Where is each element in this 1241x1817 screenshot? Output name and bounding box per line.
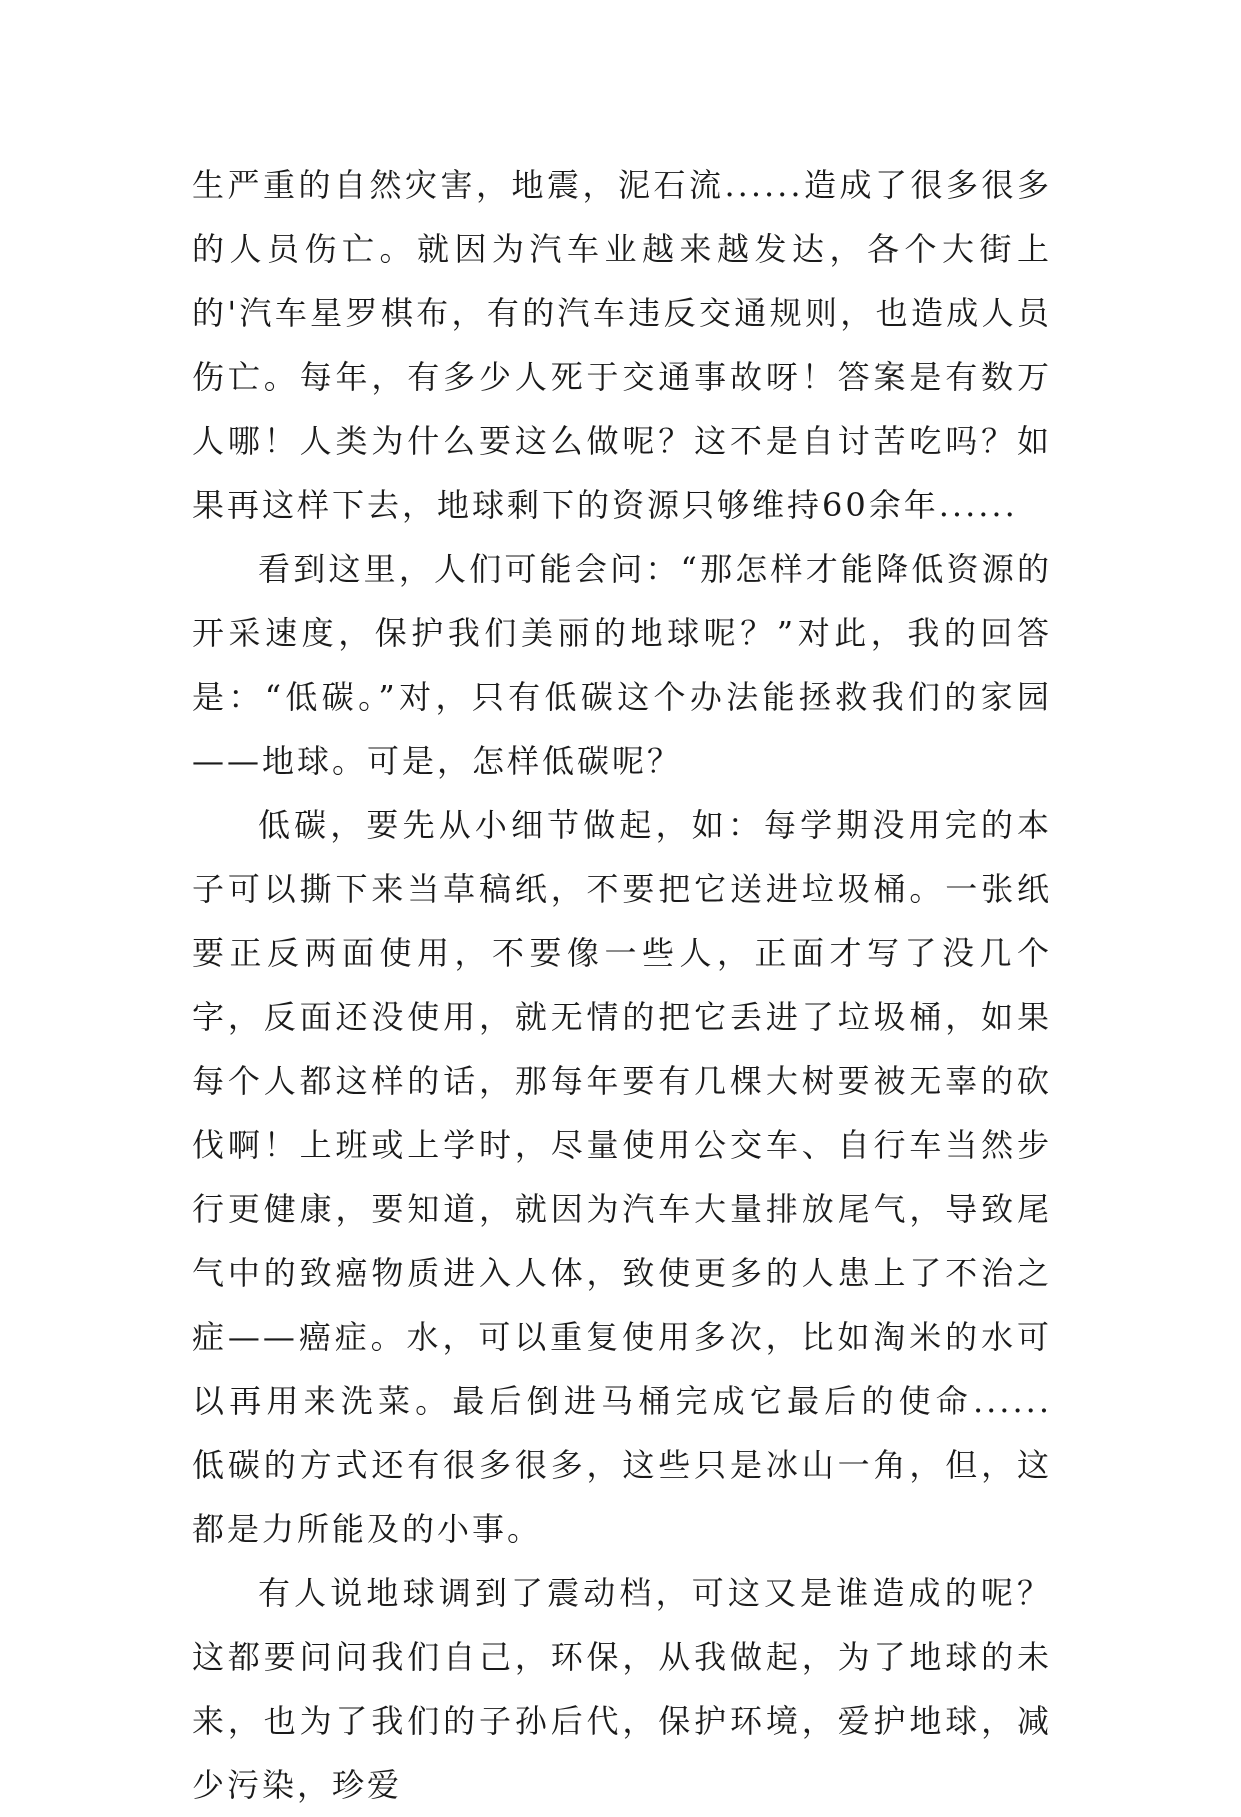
document-page [192, 153, 1052, 1817]
paragraph-4: 有人说地球调到了震动档，可这又是谁造成的呢？这都要问问我们自己，环保，从我做起，为了地球的未来，也为了我们的子孙后代，保护环境，爱护地球，减少污染，珍爱 [192, 1574, 1052, 1804]
paragraph-2: 看到这里，人们可能会问：“那怎样才能降低资源的开采速度，保护我们美丽的地球呢？”对此，我的回答是：“低碳。”对，只有低碳这个办法能拯救我们的家园——地球。可是，怎样低碳呢？ [192, 550, 1052, 780]
paragraph-1: 生严重的自然灾害，地震，泥石流......造成了很多很多的人员伤亡。就因为汽车业越来越发达，各个大街上的'汽车星罗棋布，有的汽车违反交通规则，也造成人员伤亡。每年，有多少人死于交通事故呀！答案是有数万人哪！人类为什么要这么做呢？这不是自讨苦吃吗？如果再这样下去，地球剩下的资源只够维持60余年...... [192, 166, 1052, 524]
paragraph-3: 低碳，要先从小细节做起，如：每学期没用完的本子可以撕下来当草稿纸，不要把它送进垃圾桶。一张纸要正反两面使用，不要像一些人，正面才写了没几个字，反面还没使用，就无情的把它丢进了垃圾桶，如果每个人都这样的话，那每年要有几棵大树要被无辜的砍伐啊！上班或上学时，尽量使用公交车、自行车当然步行更健康，要知道，就因为汽车大量排放尾气，导致尾气中的致癌物质进入人体，致使更多的人患上了不治之症——癌症。水，可以重复使用多次，比如淘米的水可以再用来洗菜。最后倒进马桶完成它最后的使命...... 低碳的方式还有很多很多，这些只是冰山一角，但，这都是力所能及的小事。 [192, 806, 1052, 1548]
